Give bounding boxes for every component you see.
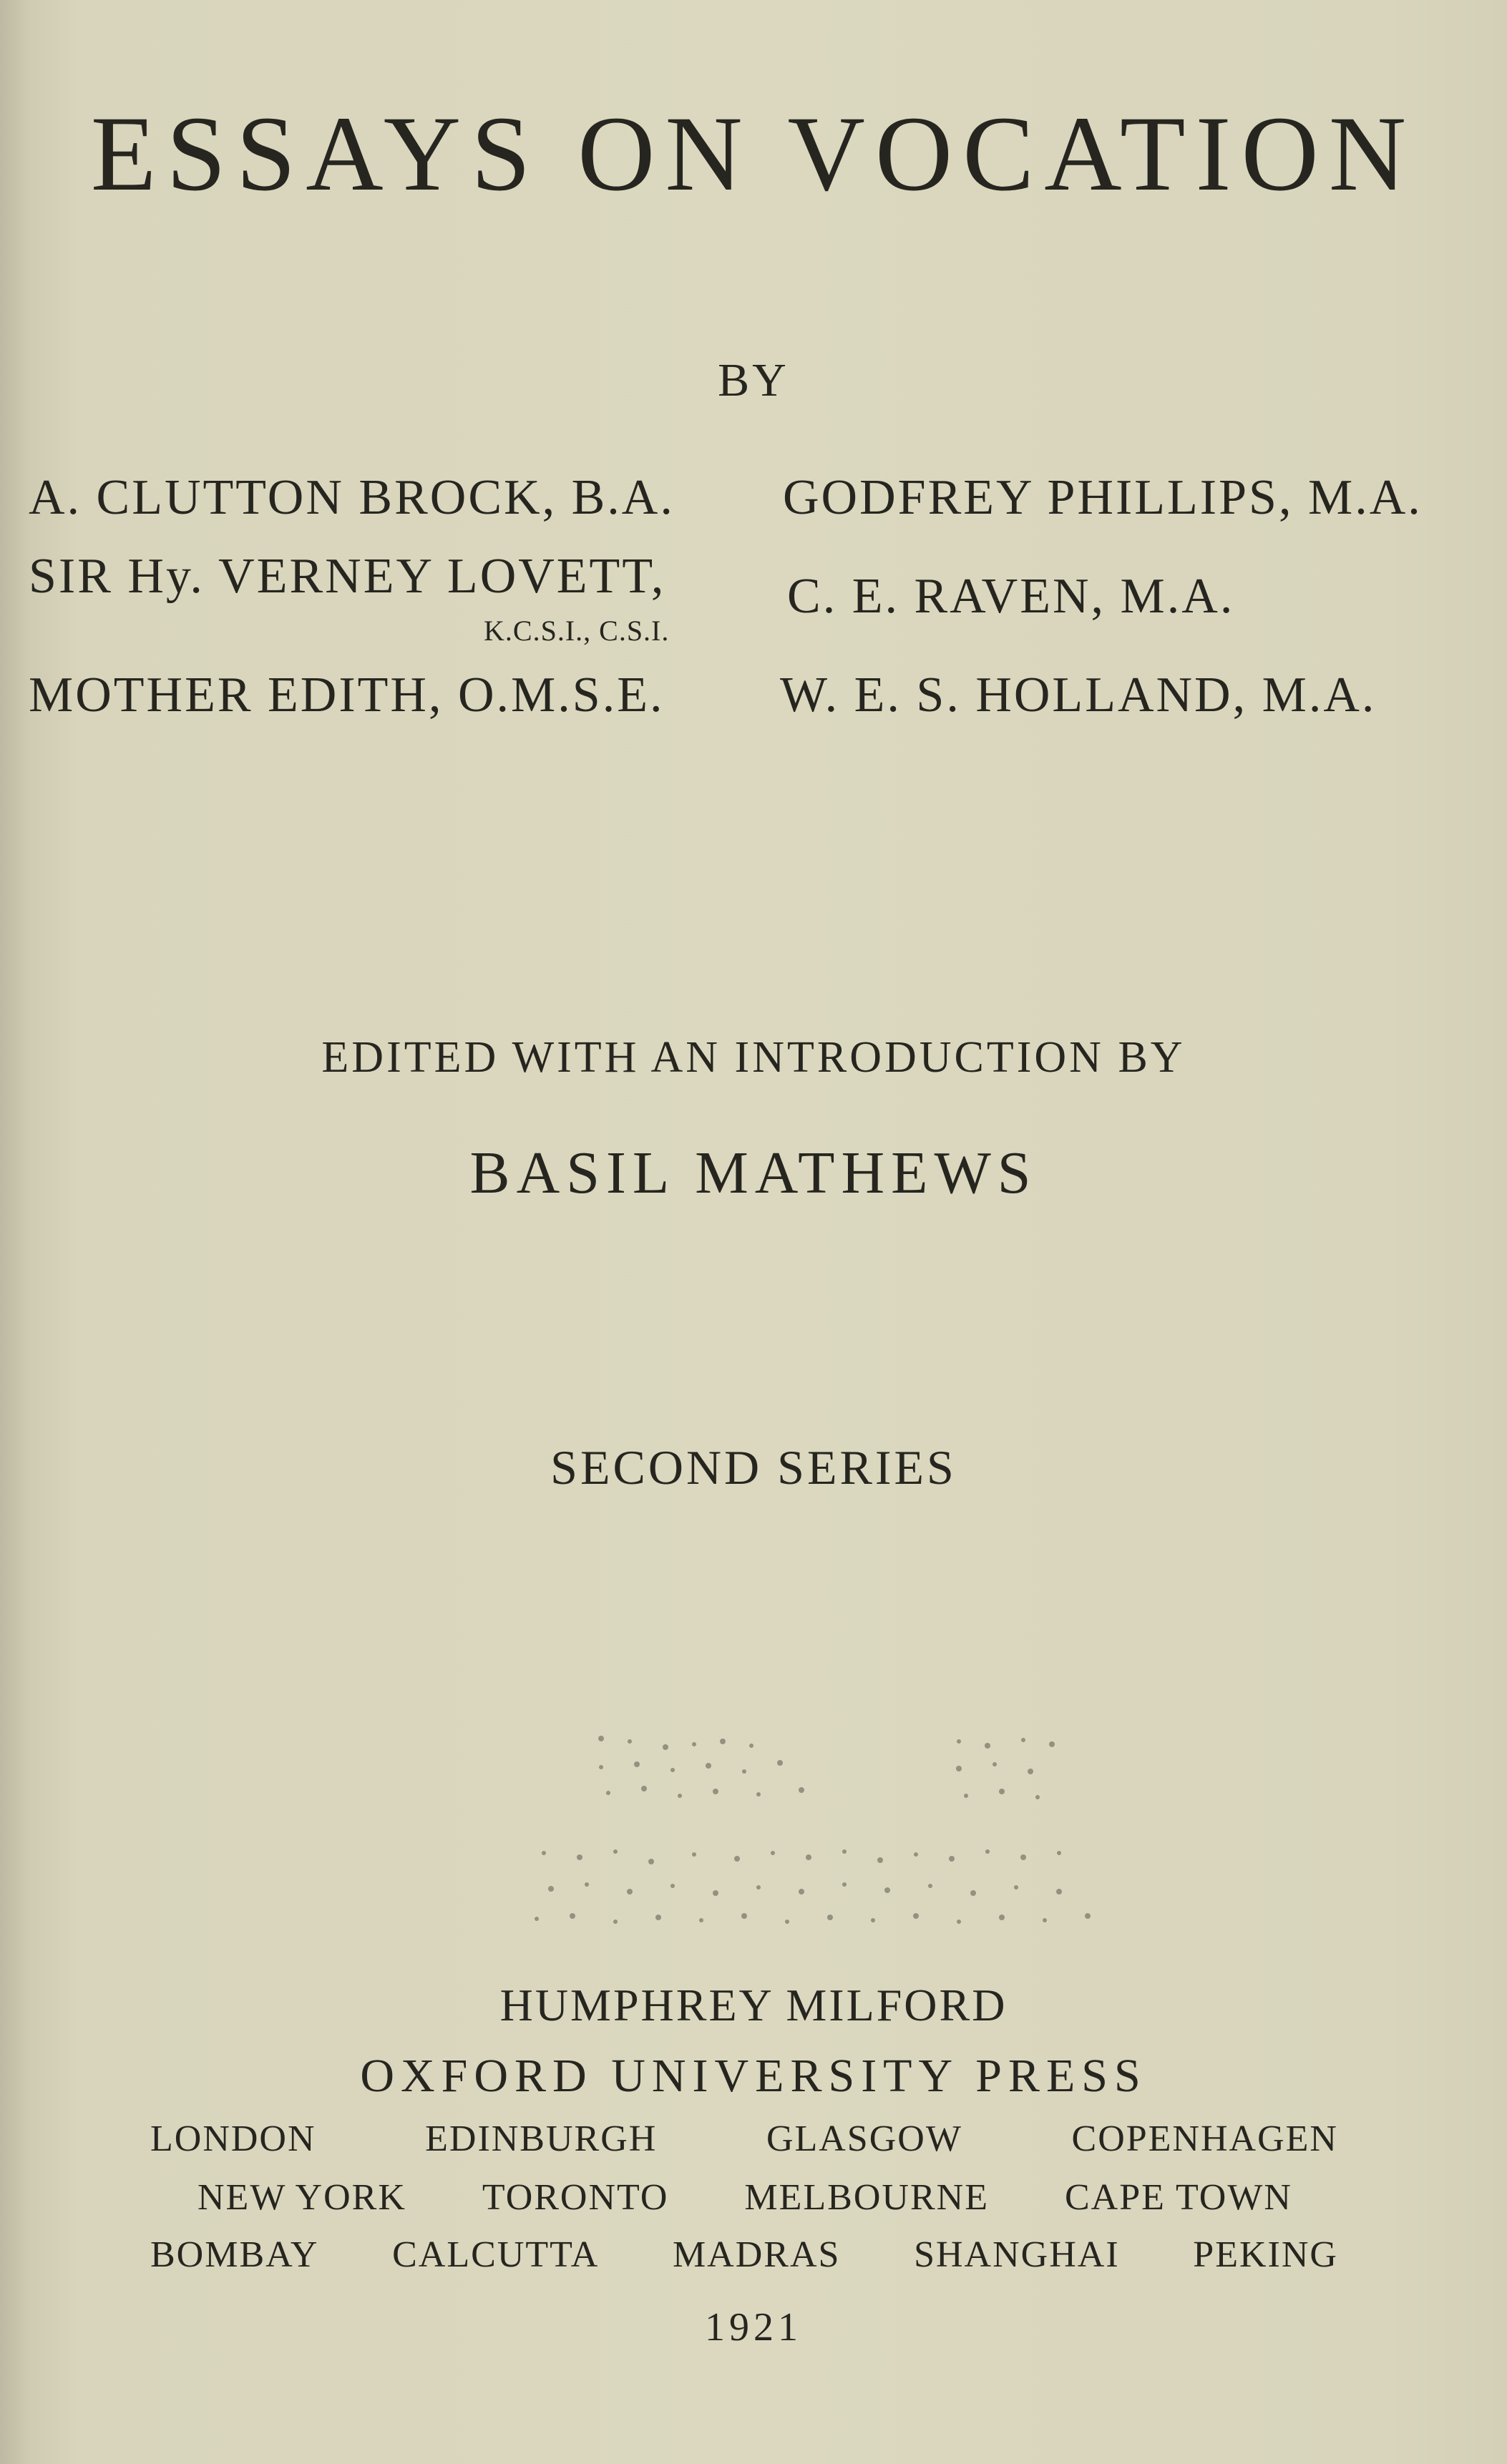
city: MADRAS (672, 2234, 841, 2275)
city: CAPE TOWN (1064, 2177, 1292, 2218)
library-stamp-dots (530, 1731, 1145, 1932)
city: CALCUTTA (392, 2234, 600, 2275)
author-mother-edith: MOTHER EDITH, O.M.S.E. (29, 668, 665, 723)
author-raven: C. E. RAVEN, M.A. (787, 569, 1235, 624)
cities-row-1 (150, 2116, 1338, 2162)
series-label: SECOND SERIES (550, 1440, 957, 1495)
edited-line: EDITED WITH AN INTRODUCTION BY (321, 1033, 1186, 1082)
press-name: OXFORD UNIVERSITY PRESS (360, 2050, 1147, 2102)
cities-row-2 (197, 2175, 1292, 2221)
author-verney-lovett-honours: K.C.S.I., C.S.I. (484, 615, 670, 647)
editor-name: BASIL MATHEWS (469, 1140, 1038, 1206)
publication-year: 1921 (705, 2305, 802, 2350)
author-clutton-brock: A. CLUTTON BROCK, B.A. (29, 470, 675, 525)
book-title: ESSAYS ON VOCATION (90, 94, 1417, 213)
city: BOMBAY (150, 2234, 319, 2275)
city: TORONTO (482, 2177, 669, 2218)
city: LONDON (150, 2118, 316, 2159)
author-holland: W. E. S. HOLLAND, M.A. (780, 668, 1377, 723)
cities-row-3 (150, 2232, 1338, 2278)
city: MELBOURNE (744, 2177, 989, 2218)
city: EDINBURGH (425, 2118, 658, 2159)
city: SHANGHAI (914, 2234, 1120, 2275)
city: NEW YORK (197, 2177, 406, 2218)
city: PEKING (1193, 2234, 1338, 2275)
city: GLASGOW (766, 2118, 962, 2159)
author-godfrey-phillips: GODFREY PHILLIPS, M.A. (783, 470, 1423, 525)
publisher-name: HUMPHREY MILFORD (499, 1980, 1008, 2030)
by-label: BY (718, 354, 789, 406)
author-verney-lovett: SIR Hy. VERNEY LOVETT, (29, 549, 666, 604)
city: COPENHAGEN (1071, 2118, 1338, 2159)
